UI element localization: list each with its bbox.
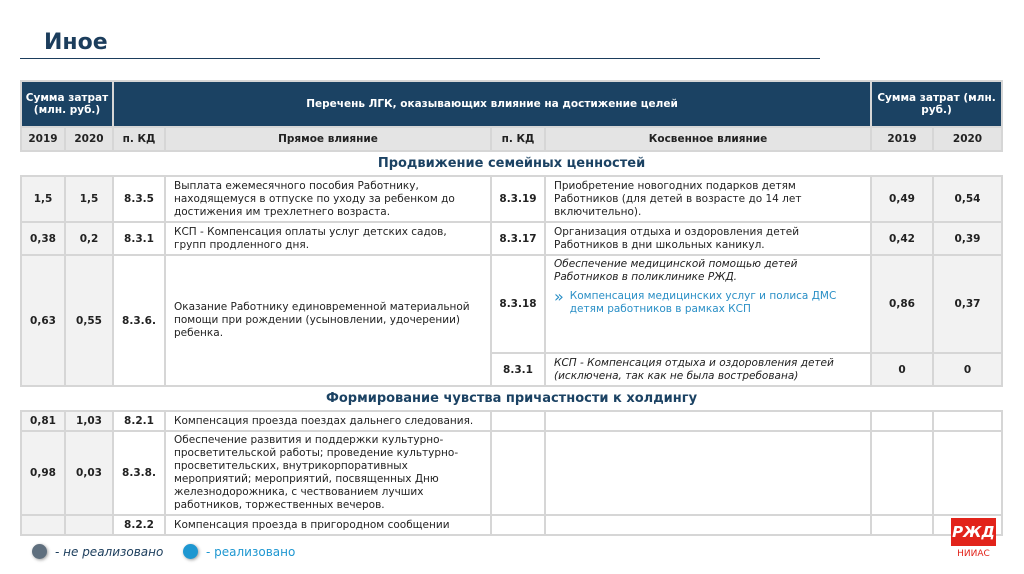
table-row: [21, 411, 1002, 431]
empty-cell: [545, 431, 871, 515]
direct-influence: Обеспечение развития и поддержки культурно-просветительской работы; проведение культурно-просветительских, внутрикорпоративных мероприятий; мероприятий, посвященных Дню железнодорожника, с чествованием лучших работников, торжественных вечеров.: [165, 431, 491, 515]
cost-2020: 1,03: [65, 411, 113, 431]
cost-2020: 0: [933, 353, 1002, 386]
title-divider: [20, 58, 820, 59]
cost-2020: 0,2: [65, 222, 113, 255]
header-sum-costs-left: Сумма затрат (млн. руб.): [21, 81, 113, 127]
cost-2019: 0,98: [21, 431, 65, 515]
empty-cell: [871, 431, 933, 515]
direct-influence: Компенсация проезда в пригородном сообщении: [165, 515, 491, 535]
ksp-link[interactable]: [554, 287, 862, 316]
kd-item: 8.3.6.: [113, 255, 165, 386]
kd-item: 8.3.17: [491, 222, 545, 255]
cost-2020: 0,03: [65, 431, 113, 515]
cost-2020: [65, 515, 113, 535]
empty-cell: [491, 411, 545, 431]
cost-2019: 1,5: [21, 176, 65, 222]
gray-dot-icon: [32, 544, 47, 559]
page-title: Иное: [44, 30, 108, 55]
blue-dot-icon: [183, 544, 198, 559]
logo-caption: НИИАС: [957, 549, 990, 559]
table-row: [21, 515, 1002, 535]
table-row: [21, 431, 1002, 515]
lgk-table: [20, 80, 1003, 536]
legend-done: [183, 544, 295, 559]
kd-item: 8.3.5: [113, 176, 165, 222]
header-sum-costs-right: Сумма затрат (млн. руб.): [871, 81, 1002, 127]
table-row: [21, 222, 1002, 255]
kd-item: 8.3.1: [491, 353, 545, 386]
cost-2019: 0,42: [871, 222, 933, 255]
cost-2019: 0,81: [21, 411, 65, 431]
indirect-influence: Организация отдыха и оздоровления детей Работников в дни школьных каникул.: [545, 222, 871, 255]
header-2019: 2019: [21, 127, 65, 151]
empty-cell: [545, 411, 871, 431]
cost-2019: 0,86: [871, 255, 933, 353]
indirect-influence: КСП - Компенсация отдыха и оздоровления детей (исключена, так как не была востребована): [545, 353, 871, 386]
kd-item: 8.3.8.: [113, 431, 165, 515]
legend-label: - не реализовано: [55, 544, 164, 559]
direct-influence: Оказание Работнику единовременной материальной помощи при рождении (усыновлении, удочерении) ребенка.: [165, 255, 491, 386]
cost-2020: 1,5: [65, 176, 113, 222]
cost-2020: 0,54: [933, 176, 1002, 222]
kd-item: 8.2.1: [113, 411, 165, 431]
cost-2019: 0,49: [871, 176, 933, 222]
cost-2019: [21, 515, 65, 535]
header-list-title: Перечень ЛГК, оказывающих влияние на достижение целей: [113, 81, 871, 127]
cost-2019: 0: [871, 353, 933, 386]
direct-influence: Компенсация проезда поездах дальнего следования.: [165, 411, 491, 431]
empty-cell: [491, 515, 545, 535]
kd-item: 8.3.1: [113, 222, 165, 255]
empty-cell: [491, 431, 545, 515]
cost-2020: 0,37: [933, 255, 1002, 353]
header-kd: п. КД: [491, 127, 545, 151]
empty-cell: [871, 411, 933, 431]
direct-influence: КСП - Компенсация оплаты услуг детских садов, групп продленного дня.: [165, 222, 491, 255]
kd-item: 8.3.19: [491, 176, 545, 222]
kd-item: 8.2.2: [113, 515, 165, 535]
empty-cell: [933, 411, 1002, 431]
section-title: Формирование чувства причастности к холдингу: [21, 386, 1002, 411]
cost-2019: 0,63: [21, 255, 65, 386]
header-2020: 2020: [933, 127, 1002, 151]
cost-2019: 0,38: [21, 222, 65, 255]
indirect-text: Обеспечение медицинской помощью детей Работников в поликлинике РЖД.: [554, 258, 798, 283]
header-kd: п. КД: [113, 127, 165, 151]
section-title: Продвижение семейных ценностей: [21, 151, 1002, 176]
empty-cell: [871, 515, 933, 535]
empty-cell: [933, 431, 1002, 515]
indirect-influence: [545, 255, 871, 353]
empty-cell: [545, 515, 871, 535]
table-row: [21, 176, 1002, 222]
cost-2020: 0,55: [65, 255, 113, 386]
table-row: [21, 255, 1002, 353]
kd-item: 8.3.18: [491, 255, 545, 353]
indirect-influence: Приобретение новогодних подарков детям Работников (для детей в возрасте до 14 лет включительно).: [545, 176, 871, 222]
chevron-right-icon: »: [554, 287, 564, 306]
header-2019: 2019: [871, 127, 933, 151]
ksp-link-text: Компенсация медицинских услуг и полиса ДМС детям работников в рамках КСП: [569, 290, 837, 315]
header-2020: 2020: [65, 127, 113, 151]
header-indirect: Косвенное влияние: [545, 127, 871, 151]
rzd-logo: РЖД: [951, 518, 996, 546]
header-direct: Прямое влияние: [165, 127, 491, 151]
legend-label: - реализовано: [206, 544, 296, 559]
cost-2020: 0,39: [933, 222, 1002, 255]
legend-not-done: [32, 544, 163, 559]
direct-influence: Выплата ежемесячного пособия Работнику, находящемуся в отпуске по уходу за ребенком до достижения им трехлетнего возраста.: [165, 176, 491, 222]
